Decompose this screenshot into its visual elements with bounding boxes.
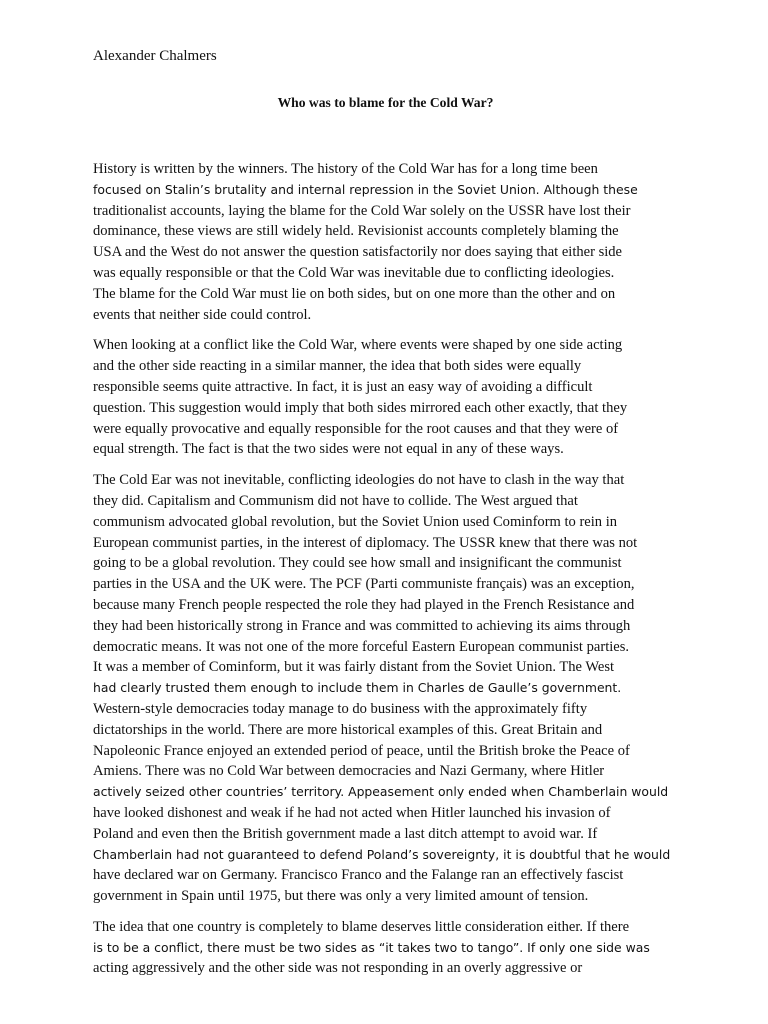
author-name: Alexander Chalmers [93, 48, 217, 64]
paragraph-line: Poland and even then the British government made a last ditch attempt to avoid war. If [93, 825, 598, 842]
paragraph [93, 470, 678, 907]
paragraph-line: were equally provocative and equally responsible for the root causes and that they were of [93, 420, 619, 437]
paragraph-line: Chamberlain had not guaranteed to defend Poland’s sovereignty, it is doubtful that he would [93, 846, 671, 862]
document-body [93, 159, 678, 989]
paragraph-line: traditionalist accounts, laying the blame for the Cold War solely on the USSR have lost their [93, 202, 631, 219]
paragraph-line: European communist parties, in the interest of diplomacy. The USSR knew that there was not [93, 534, 638, 551]
paragraph-line: dictatorships in the world. There are more historical examples of this. Great Britain and [93, 721, 603, 738]
paragraph-line: they did. Capitalism and Communism did not have to collide. The West argued that [93, 492, 578, 509]
paragraph-line: The idea that one country is completely to blame deserves little consideration either. If there [93, 918, 630, 935]
paragraph-line: Western-style democracies today manage to do business with the approximately fifty [93, 700, 588, 717]
paragraph-line: actively seized other countries’ territory. Appeasement only ended when Chamberlain would [93, 784, 669, 800]
paragraph-line: focused on Stalin’s brutality and internal repression in the Soviet Union. Although these [93, 181, 638, 197]
paragraph-line: responsible seems quite attractive. In fact, it is just an easy way of avoiding a difficult [93, 378, 593, 395]
paragraph-line: Amiens. There was no Cold War between democracies and Nazi Germany, where Hitler [93, 763, 605, 780]
paragraph-line: acting aggressively and the other side was not responding in an overly aggressive or [93, 960, 583, 977]
paragraph-line: was equally responsible or that the Cold War was inevitable due to conflicting ideologies. [93, 264, 615, 281]
paragraph [93, 335, 678, 460]
paragraph-line: democratic means. It was not one of the more forceful Eastern European communist parties. [93, 638, 630, 655]
paragraph-line: is to be a conflict, there must be two sides as “it takes two to tango”. If only one side was [93, 939, 650, 955]
paragraph-line: communism advocated global revolution, but the Soviet Union used Cominform to rein in [93, 513, 618, 530]
paragraph-line: History is written by the winners. The history of the Cold War has for a long time been [93, 161, 598, 177]
paragraph-line: had clearly trusted them enough to include them in Charles de Gaulle’s government. [93, 680, 622, 696]
paragraph-line: because many French people respected the role they had played in the French Resistance and [93, 596, 635, 613]
paragraph-line: going to be a global revolution. They could see how small and insignificant the communist [93, 555, 622, 572]
paragraph-line: they had been historically strong in France and was committed to achieving its aims through [93, 617, 631, 634]
paragraph-line: USA and the West do not answer the question satisfactorily nor does saying that either side [93, 244, 623, 261]
paragraph-line: events that neither side could control. [93, 306, 312, 323]
document-title: Who was to blame for the Cold War? [277, 95, 494, 110]
paragraph [93, 159, 678, 325]
paragraph-line: dominance, these views are still widely held. Revisionist accounts completely blaming the [93, 223, 619, 240]
paragraph-line: equal strength. The fact is that the two sides were not equal in any of these ways. [93, 441, 564, 458]
paragraph [93, 917, 678, 979]
paragraph-line: government in Spain until 1975, but there was only a very limited amount of tension. [93, 888, 589, 905]
paragraph-line: It was a member of Cominform, but it was fairly distant from the Soviet Union. The West [93, 659, 615, 676]
paragraph-line: have declared war on Germany. Francisco Franco and the Falange ran an effectively fascist [93, 867, 624, 884]
paragraph-line: parties in the USA and the UK were. The PCF (Parti communiste français) was an exception, [93, 576, 635, 593]
paragraph-line: When looking at a conflict like the Cold War, where events were shaped by one side acting [93, 337, 623, 354]
paragraph-line: question. This suggestion would imply that both sides mirrored each other exactly, that they [93, 399, 628, 416]
paragraph-line: The Cold Ear was not inevitable, conflicting ideologies do not have to clash in the way that [93, 472, 625, 489]
paragraph-line: and the other side reacting in a similar manner, the idea that both sides were equally [93, 358, 582, 375]
paragraph-line: The blame for the Cold War must lie on both sides, but on one more than the other and on [93, 285, 616, 302]
paragraph-line: have looked dishonest and weak if he had not acted when Hitler launched his invasion of [93, 804, 611, 821]
paragraph-line: Napoleonic France enjoyed an extended period of peace, until the British broke the Peace of [93, 742, 630, 759]
